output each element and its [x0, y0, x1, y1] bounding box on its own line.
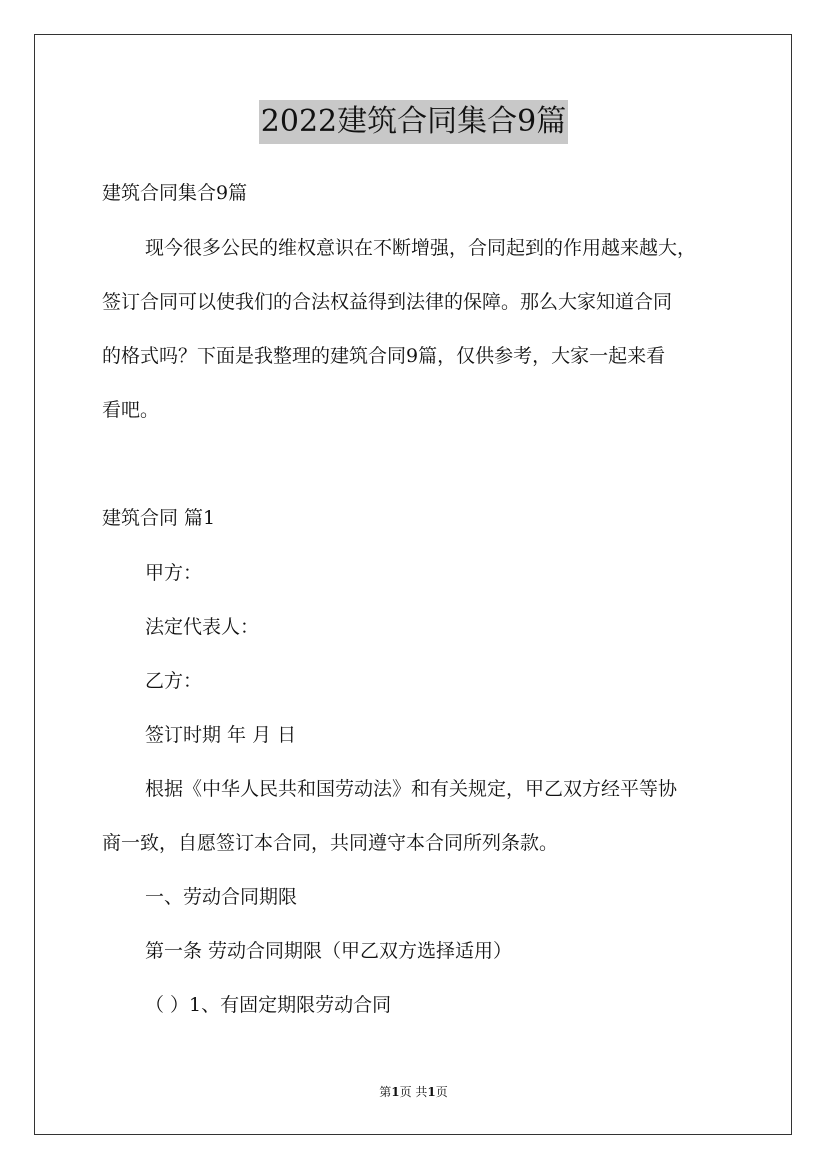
- footer-total-pages: 1: [427, 1085, 436, 1099]
- body-line-2: 商一致，自愿签订本合同，共同遵守本合同所列条款。: [102, 832, 559, 854]
- article-1: 第一条 劳动合同期限（甲乙双方选择适用）: [145, 940, 513, 962]
- title-container: [0, 100, 827, 144]
- footer-page-number: 1: [391, 1085, 400, 1099]
- party-a-field: 甲方：: [145, 562, 203, 584]
- party-b-field: 乙方：: [145, 670, 203, 692]
- page-footer: [0, 1084, 827, 1100]
- option-1: （ ）1、有固定期限劳动合同: [145, 994, 392, 1016]
- intro-line-2: 签订合同可以使我们的合法权益得到法律的保障。那么大家知道合同: [102, 291, 673, 313]
- section-heading: 建筑合同 篇1: [102, 507, 216, 529]
- footer-page-prefix: 第: [379, 1085, 392, 1099]
- sign-date-field: 签订时期 年 月 日: [145, 724, 297, 746]
- footer-total-suffix: 页: [435, 1085, 448, 1099]
- document-subtitle: 建筑合同集合9篇: [102, 182, 248, 204]
- legal-rep-field: 法定代表人：: [145, 616, 260, 638]
- intro-line-4: 看吧。: [102, 399, 160, 421]
- intro-line-3: 的格式吗？下面是我整理的建筑合同9篇，仅供参考，大家一起来看: [102, 345, 666, 367]
- footer-page-suffix: 页 共: [399, 1085, 428, 1099]
- intro-line-1: 现今很多公民的维权意识在不断增强，合同起到的作用越来越大，: [145, 237, 697, 259]
- body-line-1: 根据《中华人民共和国劳动法》和有关规定，甲乙双方经平等协: [145, 778, 678, 800]
- clause-heading: 一、劳动合同期限: [145, 886, 298, 908]
- document-title: 2022建筑合同集合9篇: [259, 100, 568, 144]
